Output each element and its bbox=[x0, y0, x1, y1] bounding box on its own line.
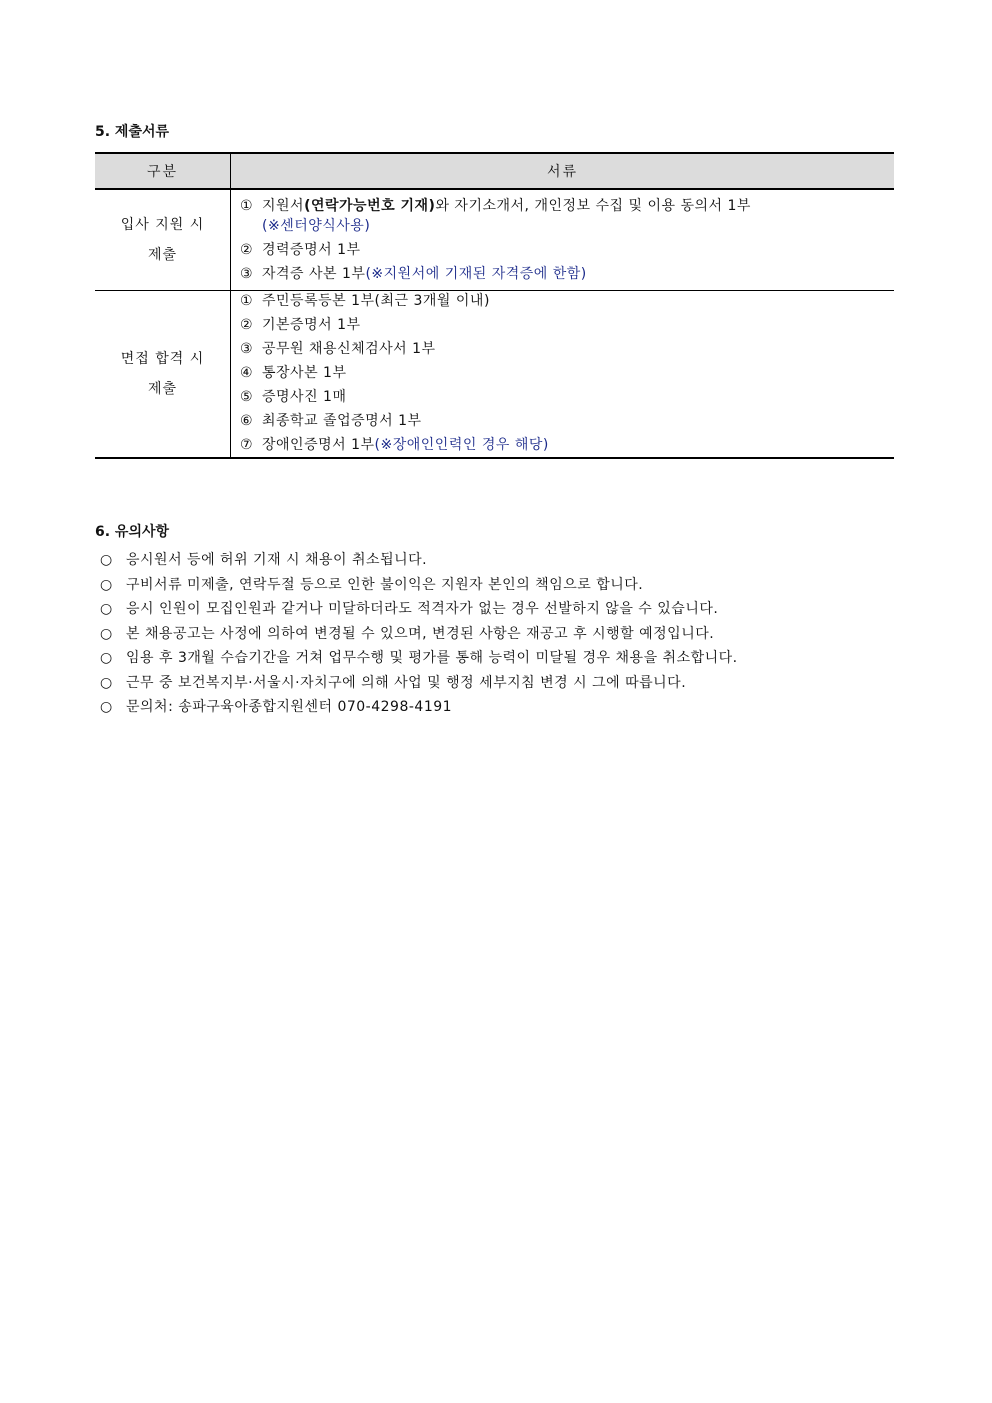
note-text: 근무 중 보건복지부·서울시·자치구에 의해 사업 및 행정 세부지침 변경 시 그에 따릅니다. bbox=[126, 674, 687, 691]
item-number: ① bbox=[240, 293, 254, 309]
table-row-interview bbox=[95, 291, 894, 459]
item-text: 자격증 사본 1부 bbox=[262, 266, 366, 282]
item-number: ④ bbox=[240, 365, 254, 381]
bullet-circle-icon: ○ bbox=[100, 650, 113, 666]
note-text: 임용 후 3개월 수습기간을 거쳐 업무수행 및 평가를 통해 능력이 미달될 경우 채용을 취소합니다. bbox=[126, 650, 738, 666]
note-text: 응시 인원이 모집인원과 같거나 미달하더라도 적격자가 없는 경우 선발하지 않을 수 있습니다. bbox=[126, 601, 719, 617]
documents-interview bbox=[231, 291, 895, 459]
list-item bbox=[100, 695, 738, 720]
item-text: 통장사본 1부 bbox=[262, 365, 347, 381]
item-number: ⑤ bbox=[240, 389, 254, 405]
item-number: ⑦ bbox=[240, 437, 254, 453]
category-line: 제출 bbox=[147, 381, 178, 397]
item-number: ① bbox=[240, 198, 254, 214]
documents-application bbox=[231, 189, 895, 291]
list-item bbox=[100, 573, 738, 598]
note-text: 구비서류 미제출, 연락두절 등으로 인한 불이익은 지원자 본인의 책임으로 합니다. bbox=[126, 576, 644, 593]
documents-table bbox=[95, 152, 894, 459]
item-text: 와 자기소개서, 개인정보 수집 및 이용 동의서 1부 bbox=[435, 198, 751, 214]
list-item bbox=[240, 315, 894, 335]
table-header-row bbox=[95, 153, 894, 189]
item-number: ② bbox=[240, 242, 254, 258]
item-text: 기본증명서 1부 bbox=[262, 317, 361, 333]
item-text: 지원서 bbox=[262, 198, 305, 214]
list-item bbox=[100, 671, 738, 696]
item-number: ③ bbox=[240, 266, 254, 282]
item-number: ③ bbox=[240, 341, 254, 357]
section-6-title: 6. 유의사항 bbox=[95, 524, 170, 540]
list-item bbox=[240, 291, 894, 311]
category-line: 제출 bbox=[147, 247, 178, 263]
list-item bbox=[240, 411, 894, 431]
section-5-title: 5. 제출서류 bbox=[95, 124, 170, 140]
item-text: 증명사진 1매 bbox=[262, 389, 347, 405]
list-item bbox=[240, 196, 894, 236]
note-text: 본 채용공고는 사정에 의하여 변경될 수 있으며, 변경된 사항은 재공고 후 시행할 예정입니다. bbox=[126, 625, 715, 642]
item-bold-text: (연락가능번호 기재) bbox=[304, 198, 436, 214]
item-text: 장애인증명서 1부 bbox=[262, 437, 375, 453]
list-item bbox=[240, 363, 894, 383]
item-note: (※장애인인력인 경우 해당) bbox=[374, 437, 549, 453]
item-text: 경력증명서 1부 bbox=[262, 242, 361, 258]
note-text: 응시원서 등에 허위 기재 시 채용이 취소됩니다. bbox=[126, 552, 428, 568]
item-note: (※지원서에 기재된 자격증에 한함) bbox=[365, 266, 587, 282]
list-item bbox=[240, 435, 894, 455]
item-text: 최종학교 졸업증명서 1부 bbox=[262, 413, 422, 429]
list-item bbox=[240, 264, 894, 284]
item-number: ② bbox=[240, 317, 254, 333]
bullet-circle-icon: ○ bbox=[100, 601, 113, 617]
header-documents: 서류 bbox=[231, 153, 895, 189]
list-item bbox=[240, 387, 894, 407]
list-item bbox=[100, 622, 738, 647]
list-item bbox=[240, 240, 894, 260]
bullet-circle-icon: ○ bbox=[100, 699, 113, 715]
category-line: 면접 합격 시 bbox=[120, 351, 205, 367]
bullet-circle-icon: ○ bbox=[100, 576, 113, 593]
notes-list bbox=[100, 548, 738, 720]
bullet-circle-icon: ○ bbox=[100, 625, 113, 642]
header-category: 구분 bbox=[95, 153, 231, 189]
list-item bbox=[100, 646, 738, 671]
category-line: 입사 지원 시 bbox=[120, 217, 205, 233]
list-item bbox=[100, 548, 738, 573]
category-interview bbox=[95, 291, 231, 459]
table-row-application bbox=[95, 189, 894, 291]
item-number: ⑥ bbox=[240, 413, 254, 429]
item-text: 공무원 채용신체검사서 1부 bbox=[262, 341, 436, 357]
bullet-circle-icon: ○ bbox=[100, 674, 113, 691]
category-application bbox=[95, 189, 231, 291]
note-text: 문의처: 송파구육아종합지원센터 070-4298-4191 bbox=[126, 699, 453, 715]
item-text: 주민등록등본 1부(최근 3개월 이내) bbox=[262, 293, 490, 309]
list-item bbox=[100, 597, 738, 622]
item-note: (※센터양식사용) bbox=[262, 218, 371, 234]
list-item bbox=[240, 339, 894, 359]
bullet-circle-icon: ○ bbox=[100, 552, 113, 568]
